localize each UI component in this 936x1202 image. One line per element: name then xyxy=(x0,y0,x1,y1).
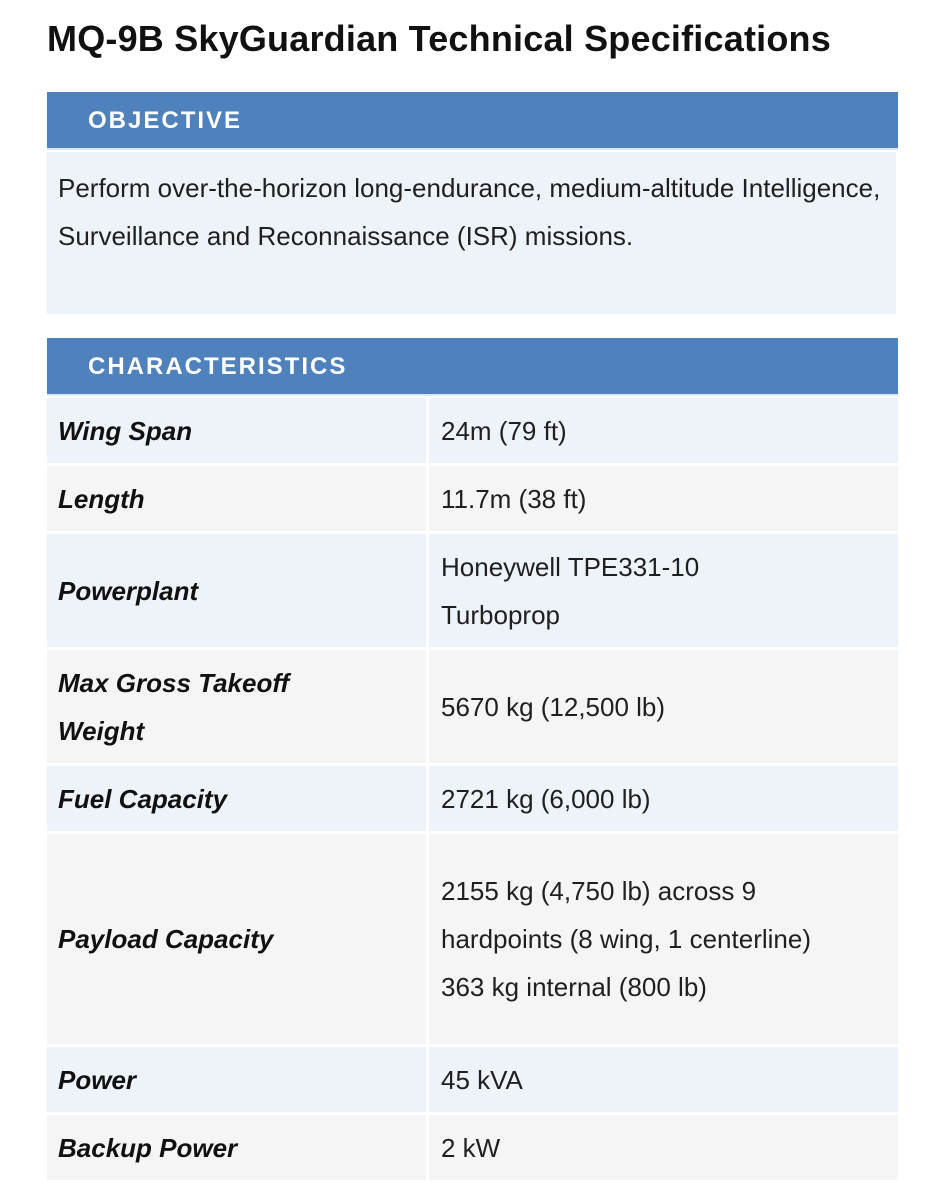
spec-value xyxy=(429,766,898,831)
spec-value-line: 2 kW xyxy=(441,1132,501,1163)
spec-value xyxy=(429,650,898,763)
spec-row-wing-span xyxy=(47,398,898,463)
objective-heading: OBJECTIVE xyxy=(88,107,243,134)
spec-label: Wing Span xyxy=(47,398,426,463)
spec-label xyxy=(47,650,426,763)
spec-label: Payload Capacity xyxy=(47,834,426,1044)
spec-value xyxy=(429,534,898,647)
spec-row-fuel-capacity xyxy=(47,766,898,831)
spec-value-line: 363 kg internal (800 lb) xyxy=(441,972,707,1002)
characteristics-heading: CHARACTERISTICS xyxy=(88,353,348,380)
characteristics-section-header xyxy=(47,338,898,396)
objective-section-header xyxy=(47,92,898,150)
spec-value-line: 11.7m (38 ft) xyxy=(441,483,587,514)
spec-row-backup-power xyxy=(47,1115,898,1180)
spec-label: Length xyxy=(47,466,426,531)
spec-row-length xyxy=(47,466,898,531)
spec-label-text: Max Gross Takeoff Weight xyxy=(58,667,290,746)
spec-label: Fuel Capacity xyxy=(47,766,426,831)
spec-value xyxy=(429,466,898,531)
objective-text: Perform over-the-horizon long-endurance, medium-altitude Intelligence, Surveillance and Reconnaissance (ISR) missions. xyxy=(47,152,896,314)
spec-row-payload-capacity xyxy=(47,834,898,1044)
spec-value-line: 45 kVA xyxy=(441,1064,523,1095)
spec-value xyxy=(429,1115,898,1180)
spec-row-max-gross-takeoff-weight xyxy=(47,650,898,763)
spec-label: Backup Power xyxy=(47,1115,426,1180)
spec-value-line: 2155 kg (4,750 lb) across 9 hardpoints (8 wing, 1 centerline) xyxy=(441,876,811,954)
spec-value-line: 5670 kg (12,500 lb) xyxy=(441,691,666,722)
spec-value-line: 24m (79 ft) xyxy=(441,415,567,446)
spec-value xyxy=(429,1047,898,1112)
page-title: MQ-9B SkyGuardian Technical Specifications xyxy=(47,18,831,59)
spec-row-powerplant xyxy=(47,534,898,647)
spec-row-power xyxy=(47,1047,898,1112)
spec-value-line: 2721 kg (6,000 lb) xyxy=(441,783,651,814)
spec-value xyxy=(429,834,898,1044)
spec-label: Power xyxy=(47,1047,426,1112)
spec-value xyxy=(429,398,898,463)
spec-label: Powerplant xyxy=(47,534,426,647)
spec-value-line: Honeywell TPE331-10 Turboprop xyxy=(441,551,700,630)
